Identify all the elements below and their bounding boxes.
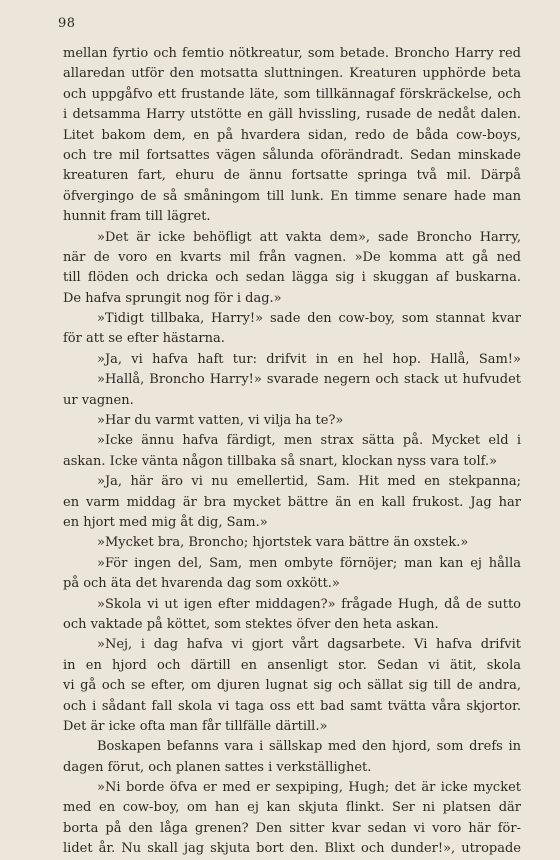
text-line: »Det är icke behöfligt att vakta dem», sade Broncho Harry, [97, 229, 521, 245]
text-line: och i sådant fall skola vi taga oss ett bad samt tvätta våra skjortor. [63, 698, 521, 714]
text-line: öfvergingo de så småningom till lunk. En timme senare hade man [63, 188, 521, 204]
text-line: Boskapen befanns vara i sällskap med den hjord, som drefs in [97, 739, 521, 755]
text-line: kreaturen fart, ehuru de ännu fortsatte springa två mil. Därpå [63, 168, 521, 184]
text-line: Litet bakom dem, en på hvardera sidan, redo de båda cow-boys, [63, 127, 521, 143]
text-line: »Mycket bra, Broncho; hjortstek vara bättre än oxstek.» [97, 535, 469, 551]
text-line: hunnit fram till lägret. [63, 209, 211, 225]
text-line: och uppgåfvo ett frustande läte, som tillkännagaf förskräckelse, och [63, 86, 521, 102]
text-line: och vaktade på köttet, som stektes öfver den heta askan. [63, 616, 439, 632]
text-line: »Hallå, Broncho Harry!» svarade negern och stack ut hufvudet [97, 372, 521, 388]
text-line: »Ja, här äro vi nu emellertid, Sam. Hit med en stekpanna; [97, 474, 521, 490]
text-line: dagen förut, och planen sattes i verkställighet. [63, 759, 372, 775]
text-line: en hjort med mig åt dig, Sam.» [63, 514, 268, 530]
text-line: en varm middag är bra mycket bättre än en kall frukost. Jag har [63, 494, 521, 510]
text-line: »Ni borde öfva er med er sexpiping, Hugh; det är icke mycket [97, 780, 521, 796]
text-line: Det är icke ofta man får tillfälle därtill.» [63, 718, 328, 734]
text-line: »Nej, i dag hafva vi gjort vårt dagsarbete. Vi hafva drifvit [97, 637, 521, 653]
text-line: »Har du varmt vatten, vi vilja ha te?» [97, 413, 344, 429]
text-line: allaredan utför den motsatta sluttningen. Kreaturen upphörde beta [63, 66, 521, 82]
text-line: med en cow-boy, om han ej kan skjuta flinkt. Ser ni platsen där [63, 800, 521, 816]
text-line: De hafva sprungit nog för i dag.» [63, 290, 282, 306]
text-line: och tre mil fortsattes vägen sålunda oförändradt. Sedan minskade [63, 147, 521, 163]
text-line: in en hjord och därtill en ansenligt stor. Sedan vi ätit, skola [63, 657, 521, 673]
text-line: »Icke ännu hafva färdigt, men strax sätta på. Mycket eld i [97, 433, 521, 449]
text-line: »För ingen del, Sam, men ombyte förnöjer; man kan ej hålla [97, 555, 521, 571]
text-line: på och äta det hvarenda dag som oxkött.» [63, 576, 340, 592]
text-line: när de voro en kvarts mil från vagnen. »De komma att gå ned [63, 249, 521, 265]
text-line: borta på den låga grenen? Den sitter kvar sedan vi voro här för- [63, 820, 521, 836]
text-line: för att se efter hästarna. [63, 331, 225, 347]
body-text [63, 44, 521, 860]
text-line: mellan fyrtio och femtio nötkreatur, som betade. Broncho Harry red [63, 46, 521, 61]
text-line: »Ja, vi hafva haft tur: drifvit in en hel hop. Hallå, Sam!» [97, 351, 521, 367]
text-line: askan. Icke vänta någon tillbaka så snart, klockan nyss vara tolf.» [63, 453, 498, 469]
page-number: 98 [58, 16, 76, 31]
text-line: »Tidigt tillbaka, Harry!» sade den cow-boy, som stannat kvar [97, 311, 521, 327]
text-line: »Skola vi ut igen efter middagen?» frågade Hugh, då de sutto [97, 596, 521, 612]
text-line: i detsamma Harry utstötte en gäll hvissling, rusade de nedåt dalen. [63, 107, 521, 123]
text-line: ur vagnen. [63, 392, 134, 408]
text-line: till flöden och dricka och sedan lägga sig i skuggan af buskarna. [63, 270, 521, 286]
text-line: vi gå och se efter, om djuren lugnat sig och sällat sig till de andra, [63, 678, 521, 694]
text-line: lidet år. Nu skall jag skjuta bort den. Blixt och dunder!», utropade [63, 841, 521, 857]
